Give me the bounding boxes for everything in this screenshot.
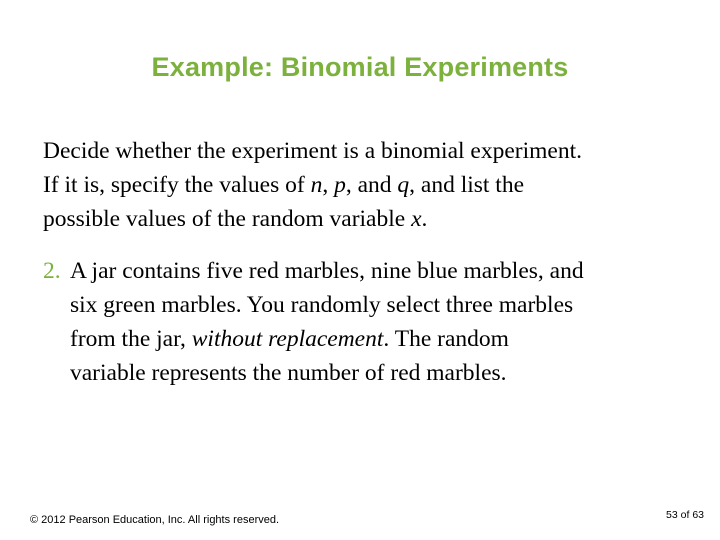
example-item [43, 254, 703, 390]
without-replacement-text: without replacement [191, 326, 384, 352]
variable-q: q [397, 172, 410, 198]
page-number: 53 of 63 [666, 509, 704, 521]
variable-n: n [310, 172, 323, 198]
instructions-paragraph [43, 134, 703, 236]
item-number: 2. [43, 258, 61, 284]
instructions-line-1: Decide whether the experiment is a binomial experiment. [43, 138, 582, 164]
instructions-text: If it is, specify the values of [43, 172, 311, 198]
copyright-footer: © 2012 Pearson Education, Inc. All rights reserved. [30, 514, 280, 526]
item-line-2: six green marbles. You randomly select three marbles [70, 292, 574, 318]
item-body [70, 254, 703, 390]
variable-p: p [334, 172, 346, 198]
item-text: . The random [383, 326, 509, 352]
instructions-text: , [322, 172, 335, 198]
item-text: from the jar, [70, 326, 192, 352]
item-line-1: A jar contains five red marbles, nine blue marbles, and [70, 258, 584, 284]
variable-x: x [411, 206, 422, 232]
item-line-3 [70, 322, 703, 356]
instructions-line-3 [43, 202, 703, 236]
instructions-text: possible values of the random variable [43, 206, 412, 232]
item-line-4: variable represents the number of red marbles. [70, 360, 507, 386]
instructions-text: , and list the [409, 172, 525, 198]
instructions-text: . [421, 206, 428, 232]
instructions-line-2 [43, 168, 703, 202]
instructions-text: , and [345, 172, 398, 198]
slide-title: Example: Binomial Experiments [151, 52, 569, 82]
